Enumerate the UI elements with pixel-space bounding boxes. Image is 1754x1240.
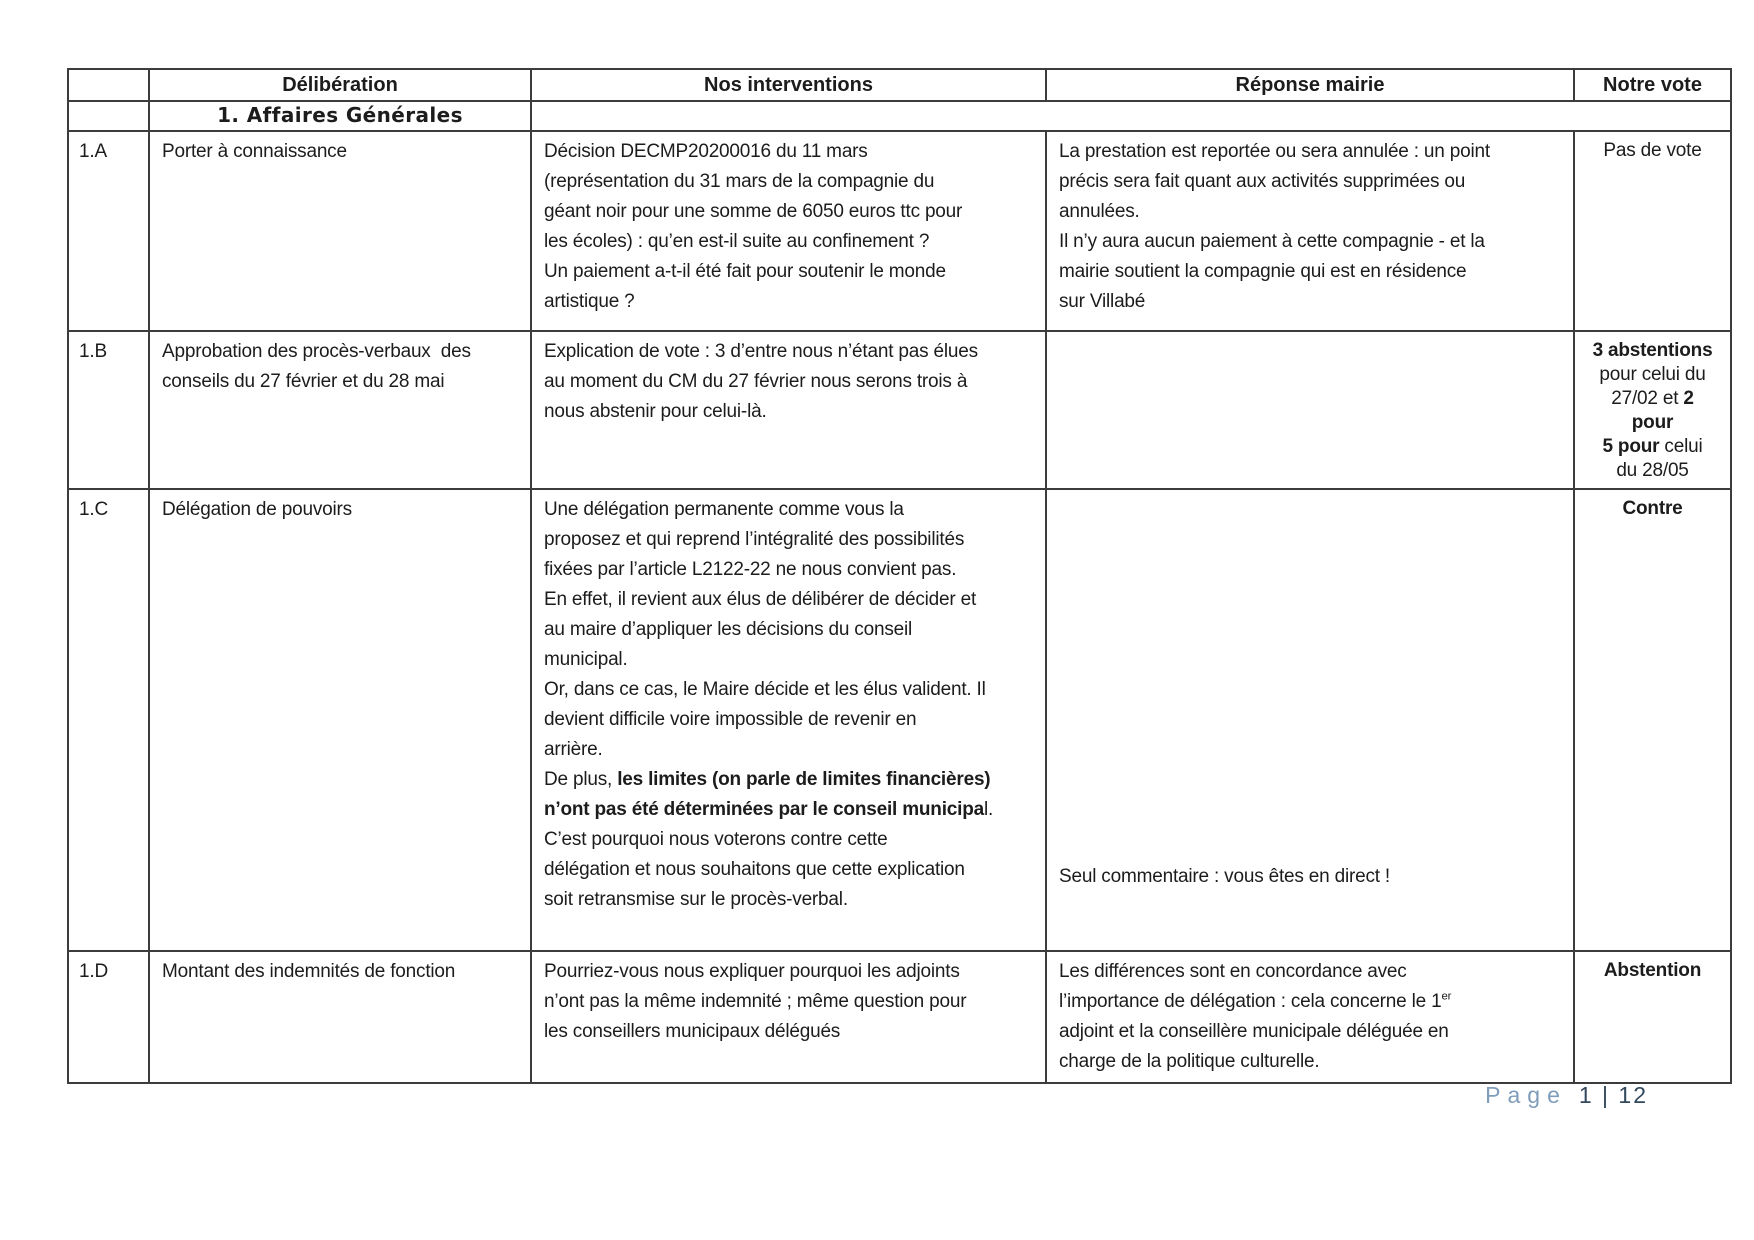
reponse-mairie-cell: La prestation est reportée ou sera annulée : un point précis sera fait quant aux activités supprimées ou annulées. Il n’y aura aucun paiement à cette compagnie - et la mairie soutient la compagnie qui est en résidence sur Villabé: [1047, 132, 1575, 332]
deliberation-table: [67, 68, 1732, 1084]
page-number-value: 1 | 12: [1578, 1082, 1648, 1108]
interventions-cell: Une délégation permanente comme vous la proposez et qui reprend l’intégralité des possibilités fixées par l’article L2122-22 ne nous convient pas. En effet, il revient aux élus de délibérer de décider et au maire d’appliquer les décisions du conseil municipal. Or, dans ce cas, le Maire décide et les élus valident. Il devient difficile voire impossible de revenir en arrière. De plus, les limites (on parle de limites financières) n’ont pas été déterminées par le conseil municipal. C’est pourquoi nous voterons contre cette délégation et nous souhaitons que cette explication soit retransmise sur le procès-verbal.: [532, 490, 1047, 952]
vote-cell: 3 abstentions pour celui du 27/02 et 2 pour 5 pour celui du 28/05: [1575, 332, 1732, 490]
row-id-cell: 1.B: [69, 332, 150, 490]
interventions-cell: Pourriez-vous nous expliquer pourquoi les adjoints n’ont pas la même indemnité ; même question pour les conseillers municipaux délégués: [532, 952, 1047, 1084]
reponse-mairie-cell: [1047, 332, 1575, 490]
reponse-mairie-cell: Seul commentaire : vous êtes en direct !: [1047, 490, 1575, 952]
row-id-cell: 1.D: [69, 952, 150, 1084]
deliberation-cell: Approbation des procès-verbaux des conseils du 27 février et du 28 mai: [150, 332, 532, 490]
vote-cell: Abstention: [1575, 952, 1732, 1084]
row-id-cell: 1.A: [69, 132, 150, 332]
section-row-empty-cell: [69, 102, 150, 132]
header-interventions: Nos interventions: [532, 70, 1047, 102]
interventions-cell: Explication de vote : 3 d’entre nous n’étant pas élues au moment du CM du 27 février nous serons trois à nous abstenir pour celui-là.: [532, 332, 1047, 490]
deliberation-cell: Délégation de pouvoirs: [150, 490, 532, 952]
interventions-cell: Décision DECMP20200016 du 11 mars (représentation du 31 mars de la compagnie du géant noir pour une somme de 6050 euros ttc pour les écoles) : qu’en est-il suite au confinement ? Un paiement a-t-il été fait pour soutenir le monde artistique ?: [532, 132, 1047, 332]
vote-cell: Pas de vote: [1575, 132, 1732, 332]
page-number-label: Page: [1485, 1082, 1567, 1108]
page-number: [1485, 1082, 1648, 1109]
header-empty-cell: [69, 70, 150, 102]
header-deliberation: Délibération: [150, 70, 532, 102]
header-notre-vote: Notre vote: [1575, 70, 1732, 102]
reponse-mairie-cell: Les différences sont en concordance avec l’importance de délégation : cela concerne le 1er adjoint et la conseillère municipale déléguée en charge de la politique culturelle.: [1047, 952, 1575, 1084]
deliberation-cell: Porter à connaissance: [150, 132, 532, 332]
row-id-cell: 1.C: [69, 490, 150, 952]
header-reponse-mairie: Réponse mairie: [1047, 70, 1575, 102]
section-title: 1. Affaires Générales: [150, 102, 532, 132]
section-row-merged-cell: [532, 102, 1732, 132]
deliberation-cell: Montant des indemnités de fonction: [150, 952, 532, 1084]
vote-cell: Contre: [1575, 490, 1732, 952]
